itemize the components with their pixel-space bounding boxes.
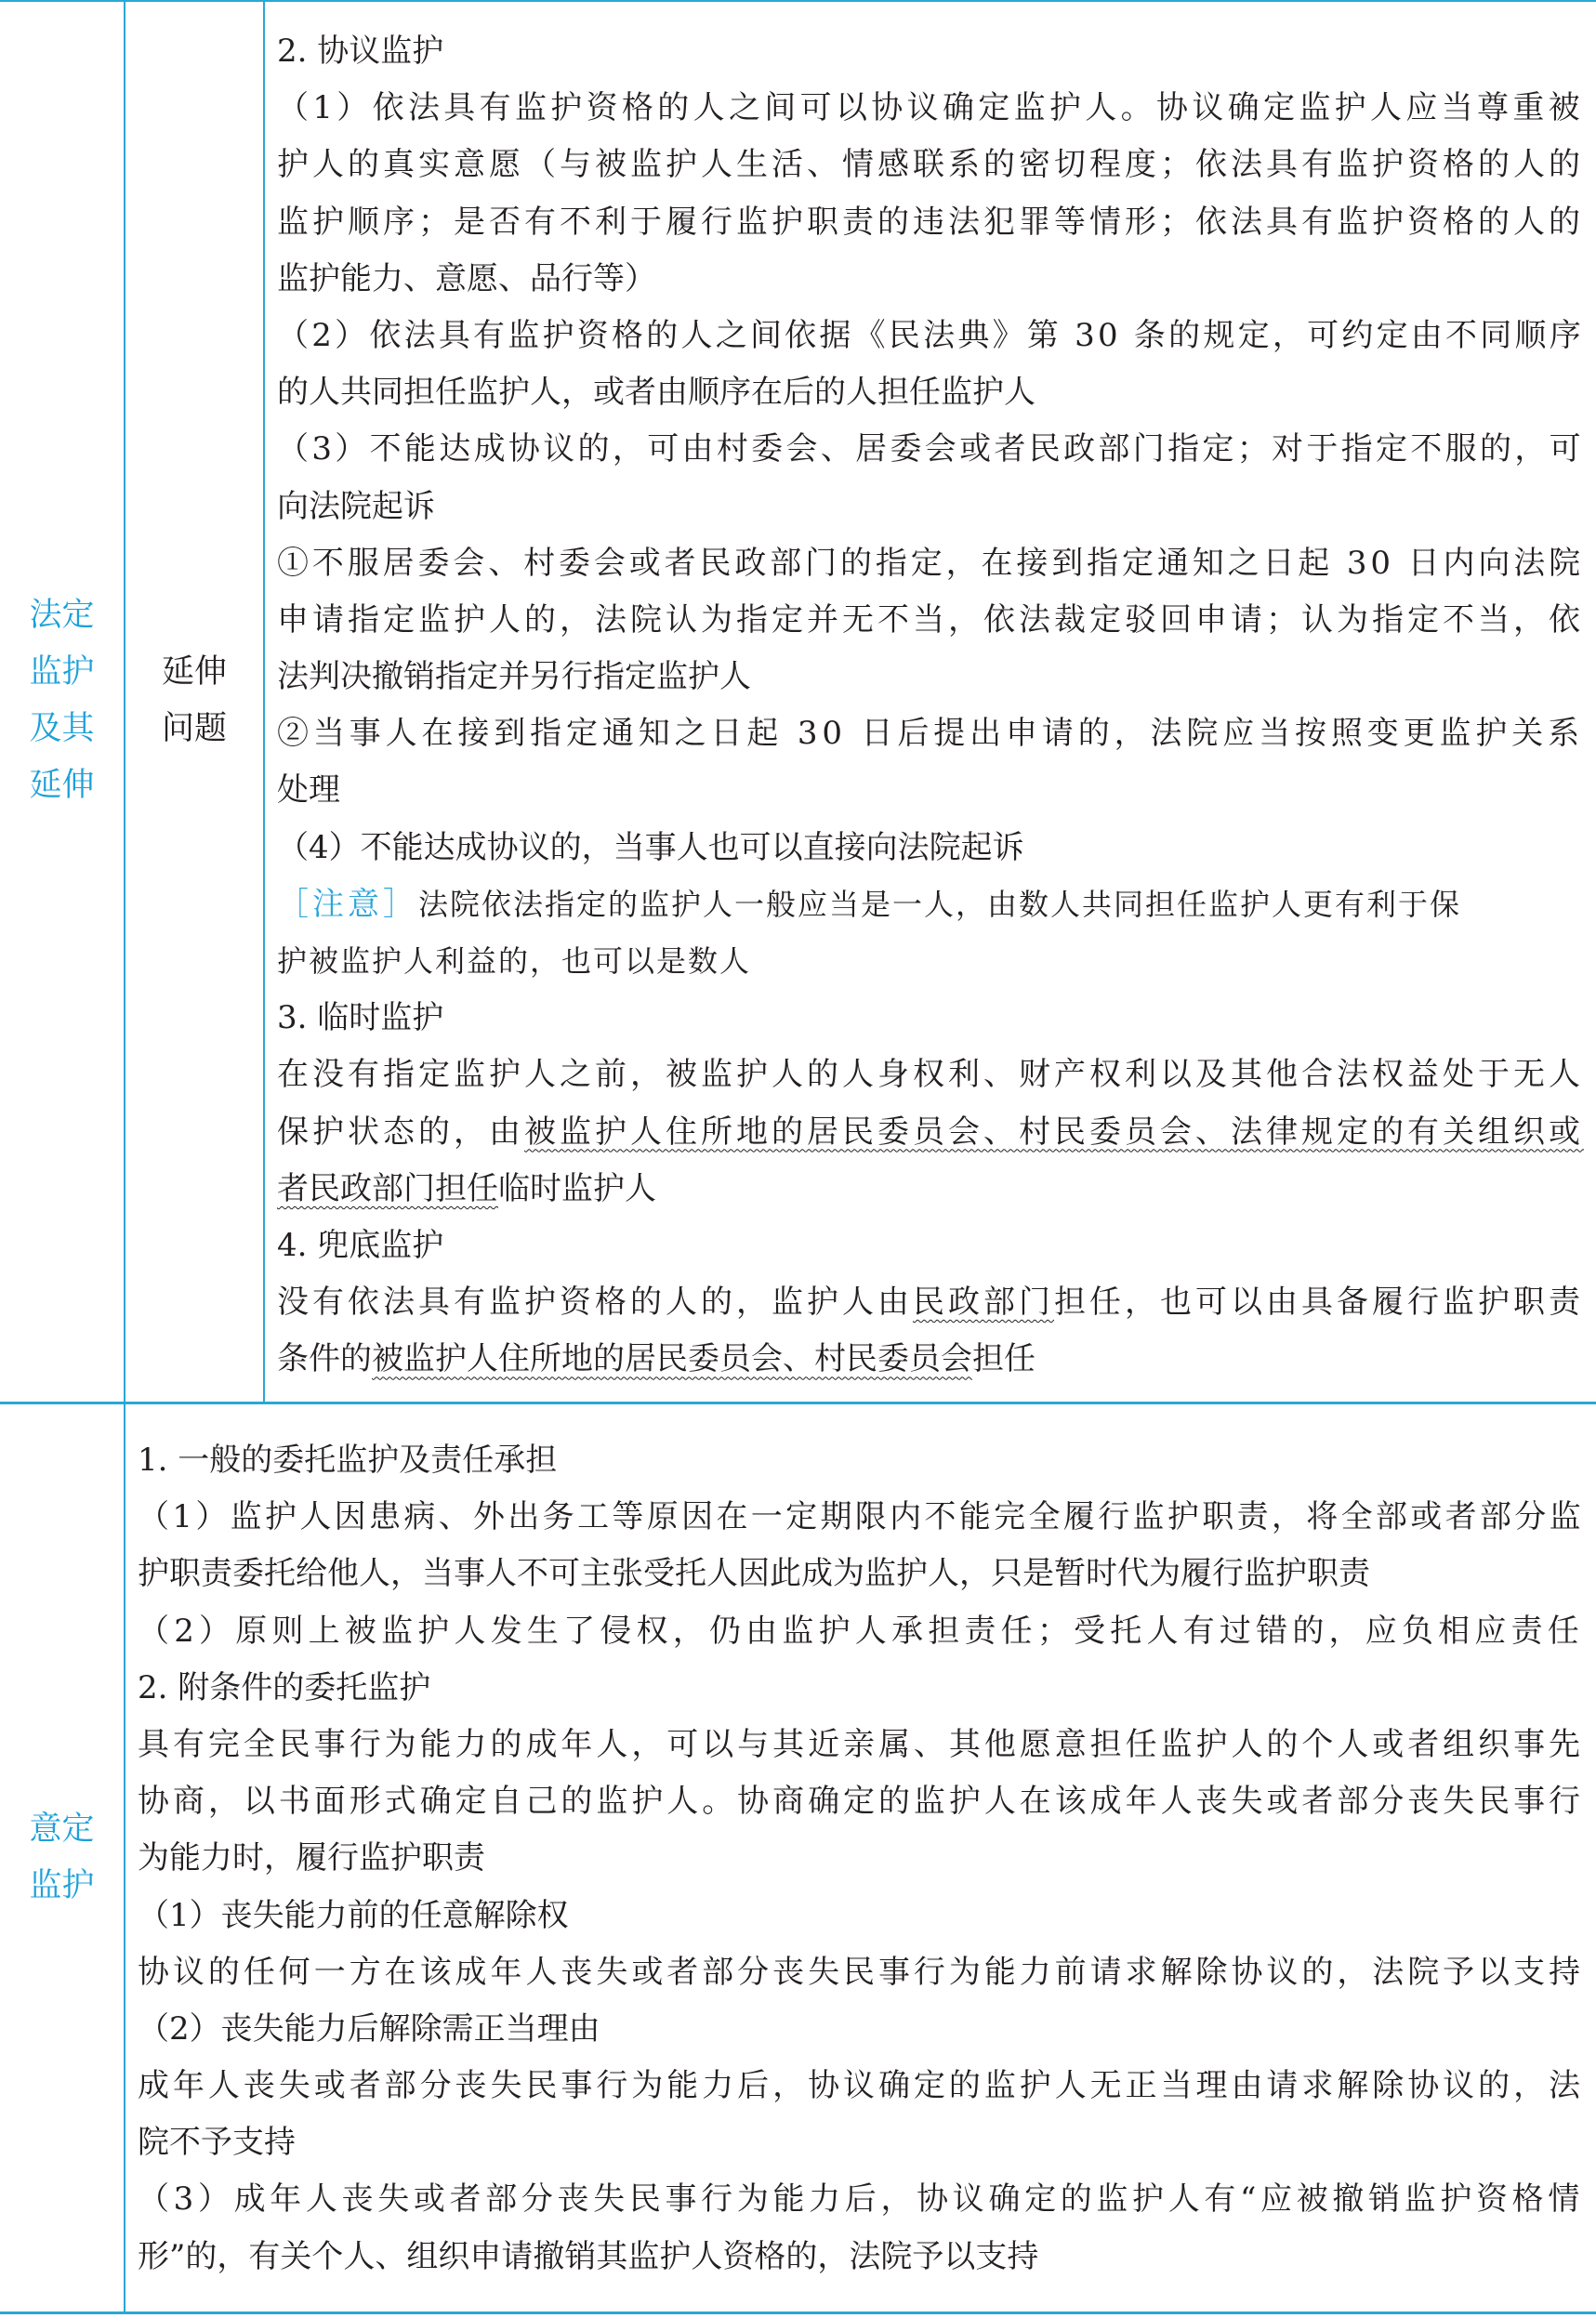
subcategory-column-divider: [263, 0, 265, 1403]
text-line: [277, 1161, 1584, 1218]
row1-subcategory: [125, 644, 263, 757]
text-segment: 监护顺序；是否有不利于履行监护职责的违法犯罪等情形；依法具有监护资格的人的: [277, 203, 1584, 241]
text-segment: 条件的: [277, 1340, 372, 1378]
text-segment: （2）依法具有监护资格的人之间依据《民法典》第 30 条的规定，可约定由不同顺序: [277, 316, 1584, 354]
text-segment: 4. 兜底监护: [277, 1226, 444, 1264]
text-segment: 担任: [972, 1340, 1035, 1378]
text-line: [277, 1047, 1584, 1103]
text-segment: 法院依法指定的监护人一般应当是一人，由数人共同担任监护人更有利于保: [418, 886, 1462, 922]
row1-category-line: 及其: [29, 710, 95, 747]
text-line: [277, 820, 1584, 876]
row1-subcategory-line: 问题: [161, 710, 227, 747]
text-line: [277, 990, 1584, 1047]
row2-category-line: 意定: [29, 1811, 95, 1848]
text-line: [277, 1218, 1584, 1274]
text-line: [138, 1944, 1584, 2001]
text-segment: 申请指定监护人的，法院认为指定并无不当，依法裁定驳回申请；认为指定不当，依: [277, 600, 1584, 639]
text-segment: 形”的，有关个人、组织申请撤销其监护人资格的，法院予以支持: [138, 2237, 1039, 2275]
text-segment: 协议的任何一方在该成年人丧失或者部分丧失民事行为能力前请求解除协议的，法院予以支持: [138, 1953, 1584, 1991]
text-line: [277, 1331, 1584, 1388]
text-segment: 成年人丧失或者部分丧失民事行为能力后，协议确定的监护人无正当理由请求解除协议的，法: [138, 2067, 1584, 2105]
text-line: [138, 1773, 1584, 1830]
row-divider: [0, 1402, 1596, 1404]
row2-category-line: 监护: [29, 1867, 95, 1904]
text-segment: （1）丧失能力前的任意解除权: [138, 1896, 569, 1934]
text-line: [138, 2114, 1584, 2171]
text-segment: 护人的真实意愿（与被监护人生活、情感联系的密切程度；依法具有监护资格的人的: [277, 146, 1584, 184]
text-line: [138, 1830, 1584, 1887]
text-segment: 的人共同担任监护人，或者由顺序在后的人担任监护人: [277, 374, 1035, 412]
text-segment: 护职责委托给他人，当事人不可主张受托人因此成为监护人，只是暂时代为履行监护职责: [138, 1555, 1370, 1593]
text-segment: 具有完全民事行为能力的成年人，可以与其近亲属、其他愿意担任监护人的个人或者组织事先: [138, 1725, 1584, 1763]
text-line: [138, 2229, 1584, 2285]
text-line: [138, 1888, 1584, 1944]
emphasized-text: 民政部门: [913, 1284, 1054, 1322]
text-segment: 监护能力、意愿、品行等）: [277, 259, 656, 297]
row1-category-line: 法定: [29, 597, 95, 634]
text-segment: 2. 协议监护: [277, 33, 444, 70]
text-line: [138, 2001, 1584, 2058]
text-line: [277, 23, 1584, 80]
text-line: [138, 1660, 1584, 1717]
top-border: [0, 0, 1596, 2]
text-segment: 法判决撤销指定并另行指定监护人: [277, 658, 751, 696]
row1-category: [0, 587, 124, 814]
text-line: [277, 80, 1584, 137]
text-segment: （3）不能达成协议的，可由村委会、居委会或者民政部门指定；对于指定不服的，可: [277, 430, 1584, 468]
emphasized-text: 被监护人住所地的居民委员会、村民委员会、法律规定的有关组织或: [524, 1113, 1584, 1151]
text-segment: 为能力时，履行监护职责: [138, 1839, 485, 1877]
text-line: [277, 592, 1584, 649]
text-line: [277, 364, 1584, 421]
emphasized-text: 者民政部门担任: [277, 1169, 498, 1207]
text-line: [277, 762, 1584, 819]
text-segment: 1. 一般的委托监护及责任承担: [138, 1442, 558, 1479]
text-line: [277, 649, 1584, 705]
text-line: [277, 137, 1584, 193]
row1-category-line: 延伸: [29, 767, 95, 804]
text-segment: 3. 临时监护: [277, 999, 444, 1037]
text-segment: （1）依法具有监护资格的人之间可以协议确定监护人。协议确定监护人应当尊重被: [277, 89, 1584, 127]
note-label: ［注意］: [277, 885, 418, 923]
row1-content: [277, 23, 1584, 1389]
text-line: [138, 1432, 1584, 1489]
text-line: [277, 705, 1584, 762]
text-line: [277, 933, 1584, 990]
text-segment: 担任，也可以由具备履行监护职责: [1054, 1284, 1584, 1322]
text-line: [277, 479, 1584, 535]
text-line: [277, 421, 1584, 478]
row1-category-line: 监护: [29, 653, 95, 691]
text-line: [277, 1274, 1584, 1331]
bottom-border: [0, 2311, 1596, 2314]
emphasized-text: 被监护人住所地的居民委员会、村民委员会: [372, 1340, 972, 1378]
text-segment: （4）不能达成协议的，当事人也可以直接向法院起诉: [277, 828, 1024, 866]
category-column-divider: [124, 0, 125, 2314]
row2-category: [0, 1801, 124, 1915]
text-segment: 在没有指定监护人之前，被监护人的人身权利、财产权利以及其他合法权益处于无人: [277, 1056, 1584, 1094]
text-line: [277, 1104, 1584, 1161]
text-segment: 没有依法具有监护资格的人的，监护人由: [277, 1284, 913, 1322]
text-segment: （1）监护人因患病、外出务工等原因在一定期限内不能完全履行监护职责，将全部或者部分监: [138, 1498, 1584, 1536]
text-line: [138, 2171, 1584, 2228]
text-line: [138, 1603, 1584, 1660]
text-segment: ②当事人在接到指定通知之日起 30 日后提出申请的，法院应当按照变更监护关系: [277, 715, 1584, 753]
text-segment: 协商，以书面形式确定自己的监护人。协商确定的监护人在该成年人丧失或者部分丧失民事行: [138, 1783, 1584, 1821]
text-line: [277, 251, 1584, 308]
text-line: [277, 308, 1584, 364]
text-segment: 2. 附条件的委托监护: [138, 1668, 431, 1706]
text-line: [138, 1717, 1584, 1773]
text-segment: （2）原则上被监护人发生了侵权，仍由监护人承担责任；受托人有过错的，应负相应责任: [138, 1612, 1584, 1650]
text-line: [138, 1489, 1584, 1546]
text-line: [277, 194, 1584, 251]
text-segment: 临时监护人: [498, 1169, 656, 1207]
text-line: [138, 1546, 1584, 1602]
row1-subcategory-line: 延伸: [161, 653, 227, 691]
row2-content: [138, 1432, 1584, 2285]
text-segment: 保护状态的，由: [277, 1113, 524, 1151]
text-segment: 向法院起诉: [277, 487, 435, 525]
text-segment: 处理: [277, 771, 340, 810]
text-line: [138, 2058, 1584, 2114]
text-segment: 院不予支持: [138, 2124, 296, 2162]
text-segment: 护被监护人利益的，也可以是数人: [277, 943, 752, 979]
text-line: [277, 535, 1584, 592]
text-segment: （2）丧失能力后解除需正当理由: [138, 2009, 600, 2048]
text-line: [277, 876, 1584, 933]
text-segment: ①不服居委会、村委会或者民政部门的指定，在接到指定通知之日起 30 日内向法院: [277, 544, 1585, 582]
text-segment: （3）成年人丧失或者部分丧失民事行为能力后，协议确定的监护人有“应被撤销监护资格情: [138, 2180, 1584, 2219]
